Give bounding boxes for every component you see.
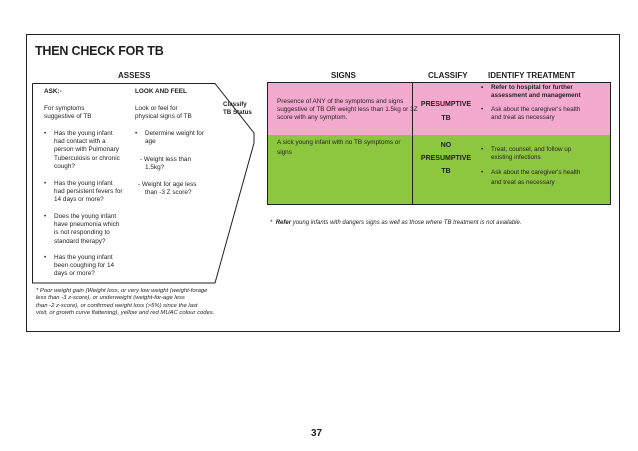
ask-subtitle: For symptoms suggestive of TB bbox=[44, 105, 92, 121]
caregiver-health-item: • Ask about the caregiver's health and treat as necessary bbox=[481, 106, 581, 121]
treat-counsel-item: • Treat, counsel, and follow up existing infections bbox=[481, 146, 572, 161]
ask-item: • Has the young infant had persistent fevers for 14 days or more? bbox=[44, 180, 123, 204]
ask-heading: ASK:- bbox=[44, 88, 62, 95]
signs-header: SIGNS bbox=[331, 71, 356, 80]
ask-item: • Does the young infant have pneumonia which is not responding to standard therapy? bbox=[44, 213, 120, 245]
assess-header: ASSESS bbox=[118, 71, 151, 80]
no-presumptive-tb-classification: NO PRESUMPTIVE TB bbox=[420, 142, 472, 175]
footnote: * Poor weight gain (Weight loss, or very low weight (weight-forage less than -3 z-score), or underweight (weight-for-age less than -2 z-score), or confirmed weight loss (>5%) since the last visit, or growth curve flattening), yellow and red MUAC colour codes. bbox=[36, 288, 215, 317]
refer-note: * Refer young infants with dangers signs as well as those where TB treatment is not available. bbox=[270, 220, 522, 226]
ask-item: • Has the young infant had contact with a person with Pulmonary Tuberculosis or chronic cough? bbox=[44, 130, 120, 170]
presumptive-signs-text: Presence of ANY of the symptoms and signs suggestive of TB OR weight less than 1.5kg or 3Z score with any symptom. bbox=[277, 98, 418, 122]
page-title: THEN CHECK FOR TB bbox=[35, 44, 164, 58]
look-subtitle: Look or feel for physical signs of TB bbox=[135, 105, 192, 121]
look-subitem: - Weight less than 1.5kg? bbox=[140, 156, 192, 172]
refer-hospital-item: • Refer to hospital for further assessment and management bbox=[481, 84, 581, 99]
look-heading: LOOK AND FEEL bbox=[135, 88, 187, 95]
caregiver-health-item: • Ask about the caregiver's health and treat as necessary bbox=[481, 169, 581, 186]
classify-header: CLASSIFY bbox=[428, 71, 468, 80]
classify-tb-status-label: Classify TB Status bbox=[223, 101, 252, 117]
no-presumptive-signs-text: A sick young infant with no TB symptoms or signs bbox=[277, 139, 401, 157]
page-number: 37 bbox=[311, 428, 323, 439]
presumptive-tb-classification: PRESUMPTIVE TB bbox=[420, 101, 472, 122]
treatment-header: IDENTIFY TREATMENT bbox=[488, 71, 576, 80]
ask-item: • Has the young infant been coughing for 14 days or more? bbox=[44, 254, 115, 278]
look-subitem: - Weight for age less than -3 Z score? bbox=[138, 181, 197, 197]
look-item: • Determine weight for age bbox=[135, 130, 204, 146]
